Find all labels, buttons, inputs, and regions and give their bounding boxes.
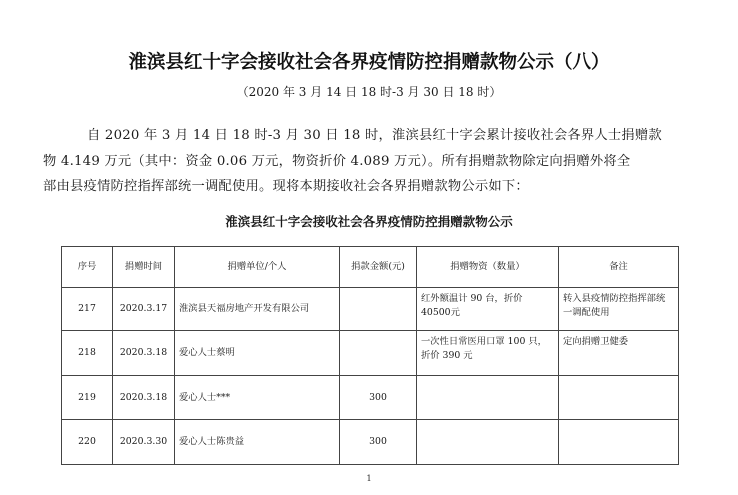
header-remark: 备注 [559, 247, 679, 288]
cell-donor: 淮滨县天福房地产开发有限公司 [175, 288, 340, 331]
cell-time: 2020.3.30 [113, 420, 175, 465]
intro-line: 自 2020 年 3 月 14 日 18 时-3 月 30 日 18 时，淮滨县红十字会累计接收社会各界人士捐赠款 [87, 128, 662, 143]
cell-goods [417, 376, 559, 420]
cell-no: 218 [62, 331, 113, 376]
cell-time: 2020.3.17 [113, 288, 175, 331]
cell-no: 220 [62, 420, 113, 465]
cell-amount: 300 [340, 420, 417, 465]
cell-goods [417, 420, 559, 465]
page-number: 1 [366, 474, 372, 483]
header-time: 捐赠时间 [113, 247, 175, 288]
header-goods: 捐赠物资（数量） [417, 247, 559, 288]
cell-donor: 爱心人士*** [175, 376, 340, 420]
document-subtitle: （2020 年 3 月 14 日 18 时-3 月 30 日 18 时） [236, 85, 502, 99]
document-title: 淮滨县红十字会接收社会各界疫情防控捐赠款物公示（八） [128, 52, 610, 73]
cell-goods: 红外额温计 90 台，折价 40500元 [417, 288, 559, 331]
intro-line: 物 4.149 万元（其中：资金 0.06 万元，物资折价 4.089 万元）。所有捐赠款物除定向捐赠外将全 [43, 153, 631, 169]
table-row [62, 420, 679, 465]
cell-no: 217 [62, 288, 113, 331]
cell-remark: 定向捐赠卫健委 [559, 331, 679, 376]
cell-amount [340, 288, 417, 331]
cell-time: 2020.3.18 [113, 331, 175, 376]
table-row [62, 331, 679, 376]
cell-donor: 爱心人士陈贵益 [175, 420, 340, 465]
cell-donor: 爱心人士蔡明 [175, 331, 340, 376]
cell-remark: 转入县疫情防控指挥部统一调配使用 [559, 288, 679, 331]
table-row [62, 288, 679, 331]
intro-line: 部由县疫情防控指挥部统一调配使用。现将本期接收社会各界捐赠款物公示如下： [43, 179, 529, 195]
cell-no: 219 [62, 376, 113, 420]
table-title: 淮滨县红十字会接收社会各界疫情防控捐赠款物公示 [225, 214, 513, 229]
cell-goods: 一次性日常医用口罩 100 只，折价 390 元 [417, 331, 559, 376]
table-row [62, 376, 679, 420]
header-amount: 捐款金额(元) [340, 247, 417, 288]
cell-time: 2020.3.18 [113, 376, 175, 420]
header-donor: 捐赠单位/个人 [175, 247, 340, 288]
donation-table [61, 246, 679, 465]
cell-remark [559, 376, 679, 420]
table-header-row [62, 247, 679, 288]
cell-amount: 300 [340, 376, 417, 420]
header-no: 序号 [62, 247, 113, 288]
intro-paragraph [43, 123, 669, 200]
cell-remark [559, 420, 679, 465]
cell-amount [340, 331, 417, 376]
